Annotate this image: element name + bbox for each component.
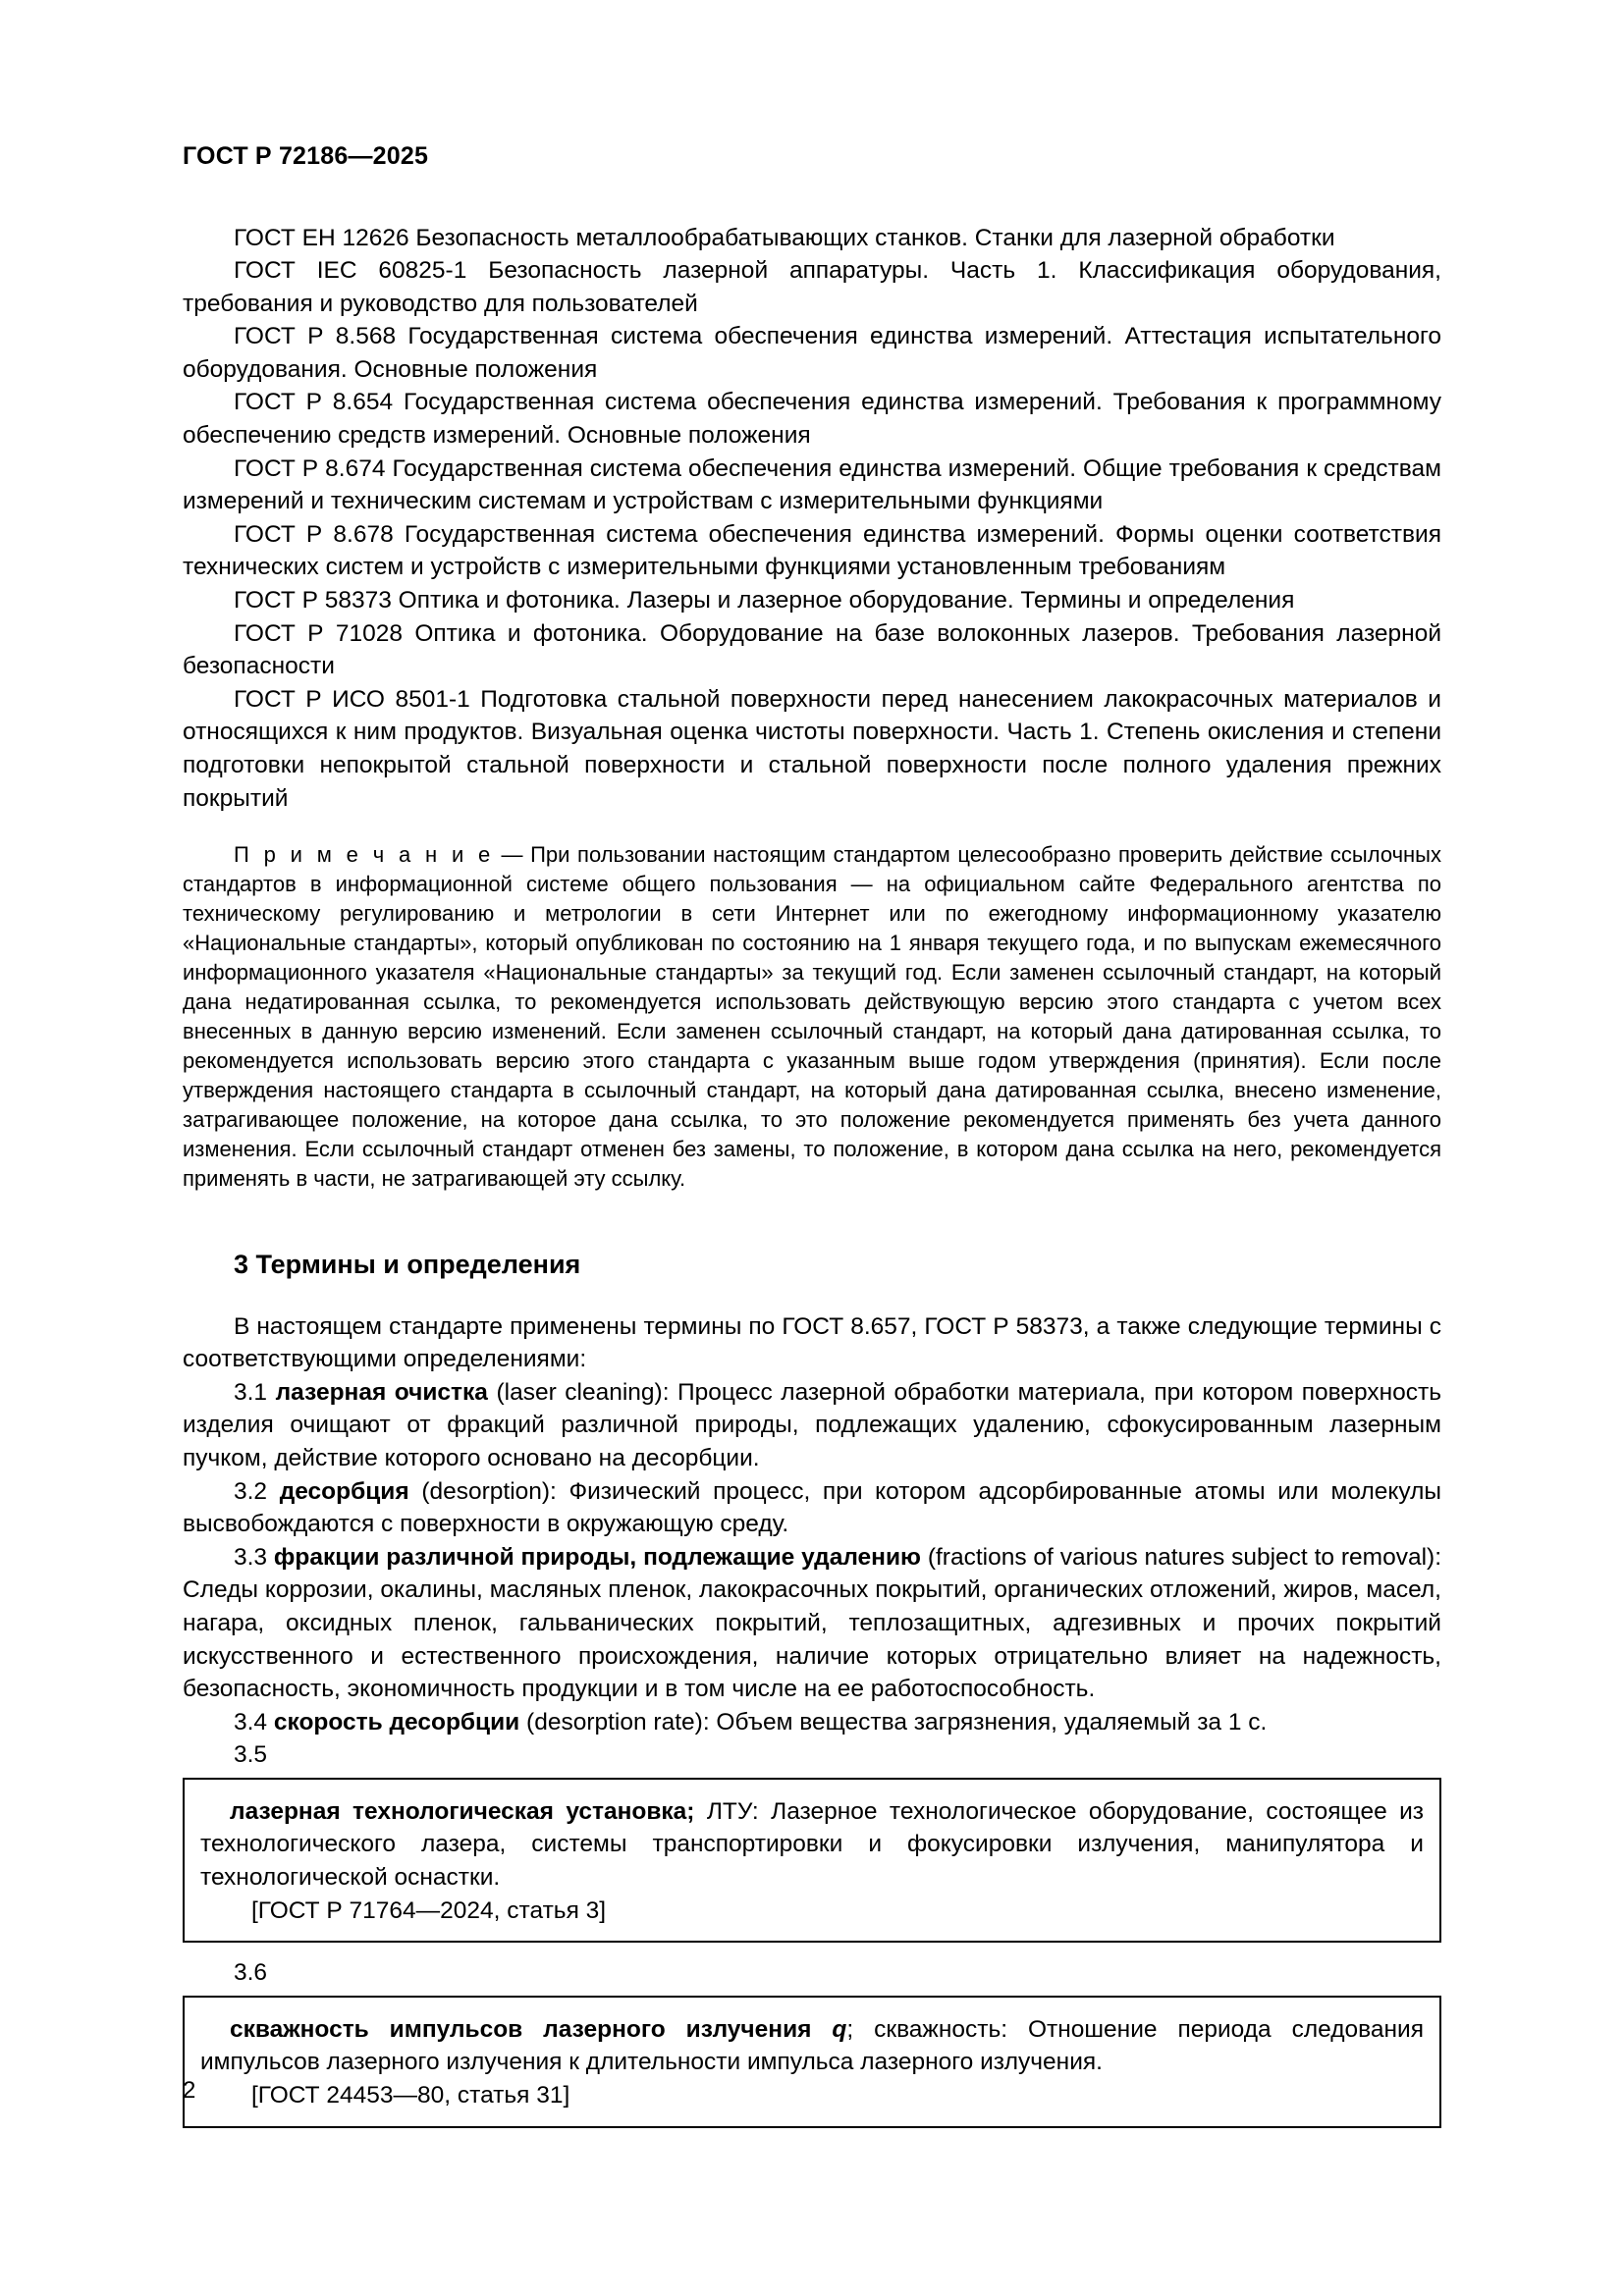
definition-term: фракции различной природы, подлежащие удалению — [273, 1543, 921, 1571]
boxed-definition-body: ЛТУ: Лазерное технологическое оборудование, состоящее из технологического лазера, системы транспортировки и фокусировки излучения, манипулятора и технологической оснастки. — [200, 1797, 1425, 1892]
definition-item — [183, 1376, 1441, 1475]
boxed-definition-term: лазерная технологическая установка; — [230, 1797, 695, 1825]
definition-term: скорость десорбции — [273, 1708, 520, 1735]
boxed-definition-number: 3.6 — [234, 1959, 268, 1987]
definition-term-english: (fractions of various natures subject to removal) — [927, 1543, 1435, 1571]
boxed-definition-text — [200, 1795, 1424, 1895]
definition-term: лазерная очистка — [275, 1378, 488, 1406]
definition-body: : Следы коррозии, окалины, масляных пленок, лакокрасочных покрытий, органических отложений, жиров, масел, нагара, оксидных пленок, гальванических покрытий, теплозащитных, адгезивных и прочих покрытий искусственного и естественного происхождения, наличие которых отрицательно влияет на надежность, безопасность, экономичность продукции и в том числе на ее работоспособность. — [183, 1543, 1441, 1703]
reference-item: ГОСТ IEC 60825-1 Безопасность лазерной аппаратуры. Часть 1. Классификация оборудования, требования и руководство для пользователей — [183, 257, 1441, 317]
definition-term-english: (laser cleaning) — [496, 1378, 663, 1406]
note-label: П р и м е ч а н и е — [234, 842, 494, 868]
boxed-definition-body: ; скважность: Отношение периода следования импульсов лазерного излучения к длительности импульса лазерного излучения. — [200, 2015, 1424, 2076]
boxed-definition-source: [ГОСТ 24453—80, статья 31] — [251, 2082, 570, 2109]
terms-definitions-list — [183, 1310, 1441, 1739]
reference-item: ГОСТ ЕН 12626 Безопасность металлообрабатывающих станков. Станки для лазерной обработки — [234, 224, 1335, 251]
definition-item — [183, 1706, 1441, 1739]
boxed-definition-term: скважность импульсов лазерного излучения — [230, 2015, 812, 2043]
reference-item: ГОСТ Р 8.654 Государственная система обеспечения единства измерений. Требования к программному обеспечению средств измерений. Основные положения — [183, 389, 1441, 450]
boxed-definition-symbol: q — [832, 2015, 847, 2043]
boxed-definition-3-5 — [183, 1778, 1441, 1943]
definition-number: 3.4 — [234, 1708, 268, 1735]
definition-number: 3.3 — [234, 1543, 268, 1571]
boxed-definition-text — [200, 2013, 1424, 2079]
note-dash: — — [493, 842, 531, 868]
definition-body: : Процесс лазерной обработки материала, при котором поверхность изделия очищают от фракций различной природы, подлежащих удалению, сфокусированным лазерным пучком, действие которого основано на десорбции. — [183, 1378, 1442, 1471]
reference-item: ГОСТ Р 8.674 Государственная система обеспечения единства измерений. Общие требования к средствам измерений и техническим системам и устройствам с измерительными функциями — [183, 454, 1441, 515]
definition-number: 3.2 — [234, 1477, 268, 1505]
page-content — [183, 143, 1441, 2128]
reference-item: ГОСТ Р 58373 Оптика и фотоника. Лазеры и лазерное оборудование. Термины и определения — [234, 587, 1295, 614]
definition-item — [183, 1541, 1441, 1706]
definition-item — [183, 1475, 1441, 1541]
note-text: При пользовании настоящим стандартом целесообразно проверить действие ссылочных стандартов в информационной системе общего пользования — на официальном сайте Федерального агентства по техническому регулированию и метрологии в сети Интернет или по ежегодному информационному указателю «Национальные стандарты», который опубликован по состоянию на 1 января текущего года, и по выпускам ежемесячного информационного указателя «Национальные стандарты» за текущий год. Если заменен ссылочный стандарт, на который дана недатированная ссылка, то рекомендуется использовать действующую версию этого стандарта с учетом всех внесенных в данную версию изменений. Если заменен ссылочный стандарт, на который дана датированная ссылка, то рекомендуется использовать версию этого стандарта с указанным выше годом утверждения (принятия). Если после утверждения настоящего стандарта в ссылочный стандарт, на который дана датированная ссылка, внесено изменение, затрагивающее положение, на которое дана ссылка, то это положение рекомендуется применять без учета данного изменения. Если ссылочный стандарт отменен без замены, то положение, в котором дана ссылка на него, рекомендуется применять в части, не затрагивающей эту ссылку. — [183, 842, 1441, 1192]
definition-body: : Физический процесс, при котором адсорбированные атомы или молекулы высвобождаются с поверхности в окружающую среду. — [183, 1477, 1441, 1538]
reference-item: ГОСТ Р ИСО 8501-1 Подготовка стальной поверхности перед нанесением лакокрасочных материалов и относящихся к ним продуктов. Визуальная оценка чистоты поверхности. Часть 1. Степень окисления и степени подготовки непокрытой стальной поверхности и стальной поверхности после полного удаления прежних покрытий — [183, 685, 1441, 812]
normative-references-list — [183, 222, 1441, 816]
definition-term: десорбция — [279, 1477, 409, 1505]
reference-item: ГОСТ Р 71028 Оптика и фотоника. Оборудование на базе волоконных лазеров. Требования лазерной безопасности — [183, 619, 1441, 680]
reference-item: ГОСТ Р 8.678 Государственная система обеспечения единства измерений. Формы оценки соответствия технических систем и устройств с измерительными функциями установленным требованиям — [183, 520, 1441, 581]
definition-term-english: (desorption) — [421, 1477, 551, 1505]
note-paragraph — [183, 840, 1441, 1194]
boxed-definition-3-6 — [183, 1996, 1441, 2128]
reference-item: ГОСТ Р 8.568 Государственная система обеспечения единства измерений. Аттестация испытательного оборудования. Основные положения — [183, 323, 1441, 383]
page-number-footer: 2 — [183, 2077, 196, 2104]
definition-number: 3.1 — [234, 1378, 268, 1406]
section-intro-paragraph: В настоящем стандарте применены термины по ГОСТ 8.657, ГОСТ Р 58373, а также следующие термины с соответствующими определениями: — [183, 1312, 1441, 1373]
boxed-definition-number: 3.5 — [234, 1741, 268, 1769]
definition-term-english: (desorption rate) — [526, 1708, 703, 1735]
note-block — [183, 840, 1441, 1194]
definition-body: : Объем вещества загрязнения, удаляемый за 1 с. — [702, 1708, 1268, 1735]
document-header-standard-code: ГОСТ Р 72186—2025 — [183, 142, 429, 170]
boxed-definition-source: [ГОСТ Р 71764—2024, статья 3] — [251, 1896, 607, 1924]
section-heading-terms-and-definitions: 3 Термины и определения — [234, 1250, 581, 1280]
